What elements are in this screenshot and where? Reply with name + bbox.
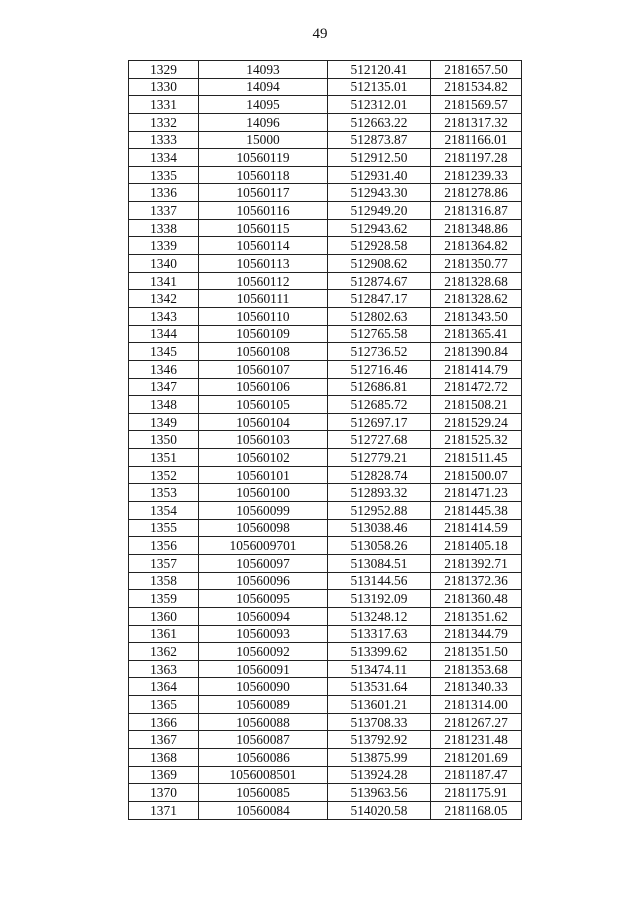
y-coordinate-cell: 2181414.79	[431, 360, 522, 378]
table-row	[129, 149, 522, 167]
y-coordinate-cell: 2181372.36	[431, 572, 522, 590]
row-index-cell: 1365	[129, 696, 199, 714]
y-coordinate-cell: 2181472.72	[431, 378, 522, 396]
point-id-cell: 10560088	[199, 713, 328, 731]
y-coordinate-cell: 2181343.50	[431, 307, 522, 325]
table-row	[129, 78, 522, 96]
table-row	[129, 290, 522, 308]
y-coordinate-cell: 2181328.62	[431, 290, 522, 308]
y-coordinate-cell: 2181267.27	[431, 713, 522, 731]
row-index-cell: 1358	[129, 572, 199, 590]
x-coordinate-cell: 512120.41	[328, 61, 431, 79]
y-coordinate-cell: 2181445.38	[431, 502, 522, 520]
coordinates-table	[128, 60, 522, 820]
point-id-cell: 10560098	[199, 519, 328, 537]
x-coordinate-cell: 513192.09	[328, 590, 431, 608]
x-coordinate-cell: 513531.64	[328, 678, 431, 696]
y-coordinate-cell: 2181314.00	[431, 696, 522, 714]
x-coordinate-cell: 512943.30	[328, 184, 431, 202]
point-id-cell: 10560116	[199, 202, 328, 220]
x-coordinate-cell: 512943.62	[328, 219, 431, 237]
row-index-cell: 1329	[129, 61, 199, 79]
y-coordinate-cell: 2181500.07	[431, 466, 522, 484]
y-coordinate-cell: 2181365.41	[431, 325, 522, 343]
y-coordinate-cell: 2181350.77	[431, 255, 522, 273]
point-id-cell: 10560085	[199, 784, 328, 802]
row-index-cell: 1360	[129, 607, 199, 625]
y-coordinate-cell: 2181525.32	[431, 431, 522, 449]
x-coordinate-cell: 512663.22	[328, 113, 431, 131]
y-coordinate-cell: 2181657.50	[431, 61, 522, 79]
point-id-cell: 10560095	[199, 590, 328, 608]
table-row	[129, 396, 522, 414]
point-id-cell: 10560110	[199, 307, 328, 325]
table-row	[129, 325, 522, 343]
row-index-cell: 1371	[129, 801, 199, 819]
table-row	[129, 502, 522, 520]
point-id-cell: 10560111	[199, 290, 328, 308]
x-coordinate-cell: 512312.01	[328, 96, 431, 114]
point-id-cell: 10560094	[199, 607, 328, 625]
y-coordinate-cell: 2181508.21	[431, 396, 522, 414]
table-row	[129, 255, 522, 273]
point-id-cell: 10560104	[199, 413, 328, 431]
y-coordinate-cell: 2181340.33	[431, 678, 522, 696]
table-row	[129, 431, 522, 449]
point-id-cell: 10560084	[199, 801, 328, 819]
y-coordinate-cell: 2181239.33	[431, 166, 522, 184]
y-coordinate-cell: 2181201.69	[431, 748, 522, 766]
x-coordinate-cell: 512931.40	[328, 166, 431, 184]
table-row	[129, 572, 522, 590]
point-id-cell: 10560106	[199, 378, 328, 396]
y-coordinate-cell: 2181317.32	[431, 113, 522, 131]
row-index-cell: 1366	[129, 713, 199, 731]
point-id-cell: 10560119	[199, 149, 328, 167]
table-row	[129, 202, 522, 220]
table-row	[129, 766, 522, 784]
table-row	[129, 113, 522, 131]
x-coordinate-cell: 512847.17	[328, 290, 431, 308]
row-index-cell: 1342	[129, 290, 199, 308]
x-coordinate-cell: 512912.50	[328, 149, 431, 167]
point-id-cell: 10560091	[199, 660, 328, 678]
point-id-cell: 10560096	[199, 572, 328, 590]
point-id-cell: 14093	[199, 61, 328, 79]
row-index-cell: 1363	[129, 660, 199, 678]
x-coordinate-cell: 512873.87	[328, 131, 431, 149]
row-index-cell: 1362	[129, 643, 199, 661]
y-coordinate-cell: 2181390.84	[431, 343, 522, 361]
row-index-cell: 1347	[129, 378, 199, 396]
row-index-cell: 1335	[129, 166, 199, 184]
table-row	[129, 466, 522, 484]
point-id-cell: 10560115	[199, 219, 328, 237]
point-id-cell: 14095	[199, 96, 328, 114]
row-index-cell: 1346	[129, 360, 199, 378]
table-row	[129, 713, 522, 731]
row-index-cell: 1357	[129, 554, 199, 572]
x-coordinate-cell: 513474.11	[328, 660, 431, 678]
x-coordinate-cell: 513875.99	[328, 748, 431, 766]
point-id-cell: 10560103	[199, 431, 328, 449]
table-row	[129, 360, 522, 378]
y-coordinate-cell: 2181569.57	[431, 96, 522, 114]
row-index-cell: 1352	[129, 466, 199, 484]
y-coordinate-cell: 2181529.24	[431, 413, 522, 431]
point-id-cell: 10560092	[199, 643, 328, 661]
point-id-cell: 10560108	[199, 343, 328, 361]
x-coordinate-cell: 513248.12	[328, 607, 431, 625]
x-coordinate-cell: 512686.81	[328, 378, 431, 396]
row-index-cell: 1334	[129, 149, 199, 167]
point-id-cell: 10560099	[199, 502, 328, 520]
point-id-cell: 10560109	[199, 325, 328, 343]
table-row	[129, 748, 522, 766]
y-coordinate-cell: 2181405.18	[431, 537, 522, 555]
point-id-cell: 10560112	[199, 272, 328, 290]
row-index-cell: 1350	[129, 431, 199, 449]
table-row	[129, 219, 522, 237]
point-id-cell: 10560090	[199, 678, 328, 696]
row-index-cell: 1351	[129, 449, 199, 467]
row-index-cell: 1336	[129, 184, 199, 202]
row-index-cell: 1355	[129, 519, 199, 537]
x-coordinate-cell: 512765.58	[328, 325, 431, 343]
row-index-cell: 1344	[129, 325, 199, 343]
point-id-cell: 10560093	[199, 625, 328, 643]
table-row	[129, 607, 522, 625]
row-index-cell: 1353	[129, 484, 199, 502]
x-coordinate-cell: 513708.33	[328, 713, 431, 731]
point-id-cell: 10560118	[199, 166, 328, 184]
point-id-cell: 14094	[199, 78, 328, 96]
y-coordinate-cell: 2181166.01	[431, 131, 522, 149]
y-coordinate-cell: 2181351.62	[431, 607, 522, 625]
y-coordinate-cell: 2181360.48	[431, 590, 522, 608]
x-coordinate-cell: 513144.56	[328, 572, 431, 590]
table-row	[129, 307, 522, 325]
point-id-cell: 10560089	[199, 696, 328, 714]
point-id-cell: 10560097	[199, 554, 328, 572]
point-id-cell: 10560101	[199, 466, 328, 484]
point-id-cell: 10560117	[199, 184, 328, 202]
point-id-cell: 15000	[199, 131, 328, 149]
point-id-cell: 10560102	[199, 449, 328, 467]
row-index-cell: 1349	[129, 413, 199, 431]
y-coordinate-cell: 2181414.59	[431, 519, 522, 537]
x-coordinate-cell: 512828.74	[328, 466, 431, 484]
page-number: 49	[312, 26, 328, 42]
point-id-cell: 10560086	[199, 748, 328, 766]
y-coordinate-cell: 2181197.28	[431, 149, 522, 167]
x-coordinate-cell: 512727.68	[328, 431, 431, 449]
x-coordinate-cell: 513601.21	[328, 696, 431, 714]
point-id-cell: 10560100	[199, 484, 328, 502]
y-coordinate-cell: 2181471.23	[431, 484, 522, 502]
table-row	[129, 643, 522, 661]
point-id-cell: 1056009701	[199, 537, 328, 555]
x-coordinate-cell: 512697.17	[328, 413, 431, 431]
row-index-cell: 1354	[129, 502, 199, 520]
row-index-cell: 1345	[129, 343, 199, 361]
row-index-cell: 1341	[129, 272, 199, 290]
row-index-cell: 1337	[129, 202, 199, 220]
table-row	[129, 660, 522, 678]
table-row	[129, 801, 522, 819]
row-index-cell: 1339	[129, 237, 199, 255]
table-row	[129, 484, 522, 502]
point-id-cell: 10560105	[199, 396, 328, 414]
y-coordinate-cell: 2181278.86	[431, 184, 522, 202]
point-id-cell: 10560113	[199, 255, 328, 273]
table-row	[129, 343, 522, 361]
y-coordinate-cell: 2181392.71	[431, 554, 522, 572]
table-row	[129, 131, 522, 149]
row-index-cell: 1370	[129, 784, 199, 802]
x-coordinate-cell: 512928.58	[328, 237, 431, 255]
table-row	[129, 96, 522, 114]
row-index-cell: 1331	[129, 96, 199, 114]
table-row	[129, 237, 522, 255]
y-coordinate-cell: 2181328.68	[431, 272, 522, 290]
x-coordinate-cell: 512949.20	[328, 202, 431, 220]
table-row	[129, 272, 522, 290]
point-id-cell: 14096	[199, 113, 328, 131]
x-coordinate-cell: 513084.51	[328, 554, 431, 572]
table-row	[129, 731, 522, 749]
table-row	[129, 61, 522, 79]
y-coordinate-cell: 2181353.68	[431, 660, 522, 678]
x-coordinate-cell: 513399.62	[328, 643, 431, 661]
x-coordinate-cell: 512874.67	[328, 272, 431, 290]
table-row	[129, 449, 522, 467]
point-id-cell: 1056008501	[199, 766, 328, 784]
y-coordinate-cell: 2181187.47	[431, 766, 522, 784]
y-coordinate-cell: 2181344.79	[431, 625, 522, 643]
row-index-cell: 1330	[129, 78, 199, 96]
point-id-cell: 10560114	[199, 237, 328, 255]
row-index-cell: 1348	[129, 396, 199, 414]
table-row	[129, 696, 522, 714]
table-row	[129, 413, 522, 431]
y-coordinate-cell: 2181511.45	[431, 449, 522, 467]
row-index-cell: 1364	[129, 678, 199, 696]
table-row	[129, 784, 522, 802]
y-coordinate-cell: 2181231.48	[431, 731, 522, 749]
row-index-cell: 1369	[129, 766, 199, 784]
y-coordinate-cell: 2181316.87	[431, 202, 522, 220]
row-index-cell: 1338	[129, 219, 199, 237]
y-coordinate-cell: 2181348.86	[431, 219, 522, 237]
table-row	[129, 537, 522, 555]
x-coordinate-cell: 512893.32	[328, 484, 431, 502]
table-row	[129, 519, 522, 537]
table-body	[129, 61, 522, 820]
row-index-cell: 1356	[129, 537, 199, 555]
x-coordinate-cell: 512685.72	[328, 396, 431, 414]
row-index-cell: 1359	[129, 590, 199, 608]
row-index-cell: 1361	[129, 625, 199, 643]
table-row	[129, 166, 522, 184]
row-index-cell: 1333	[129, 131, 199, 149]
row-index-cell: 1332	[129, 113, 199, 131]
y-coordinate-cell: 2181175.91	[431, 784, 522, 802]
table-row	[129, 590, 522, 608]
x-coordinate-cell: 512736.52	[328, 343, 431, 361]
x-coordinate-cell: 512908.62	[328, 255, 431, 273]
point-id-cell: 10560087	[199, 731, 328, 749]
y-coordinate-cell: 2181351.50	[431, 643, 522, 661]
table-row	[129, 554, 522, 572]
row-index-cell: 1340	[129, 255, 199, 273]
row-index-cell: 1368	[129, 748, 199, 766]
x-coordinate-cell: 513924.28	[328, 766, 431, 784]
x-coordinate-cell: 514020.58	[328, 801, 431, 819]
x-coordinate-cell: 513317.63	[328, 625, 431, 643]
x-coordinate-cell: 513792.92	[328, 731, 431, 749]
y-coordinate-cell: 2181364.82	[431, 237, 522, 255]
x-coordinate-cell: 512952.88	[328, 502, 431, 520]
y-coordinate-cell: 2181168.05	[431, 801, 522, 819]
x-coordinate-cell: 512716.46	[328, 360, 431, 378]
point-id-cell: 10560107	[199, 360, 328, 378]
row-index-cell: 1343	[129, 307, 199, 325]
x-coordinate-cell: 512135.01	[328, 78, 431, 96]
table-row	[129, 625, 522, 643]
table-row	[129, 378, 522, 396]
row-index-cell: 1367	[129, 731, 199, 749]
table-row	[129, 184, 522, 202]
table-row	[129, 678, 522, 696]
x-coordinate-cell: 512779.21	[328, 449, 431, 467]
x-coordinate-cell: 512802.63	[328, 307, 431, 325]
x-coordinate-cell: 513963.56	[328, 784, 431, 802]
x-coordinate-cell: 513058.26	[328, 537, 431, 555]
x-coordinate-cell: 513038.46	[328, 519, 431, 537]
y-coordinate-cell: 2181534.82	[431, 78, 522, 96]
